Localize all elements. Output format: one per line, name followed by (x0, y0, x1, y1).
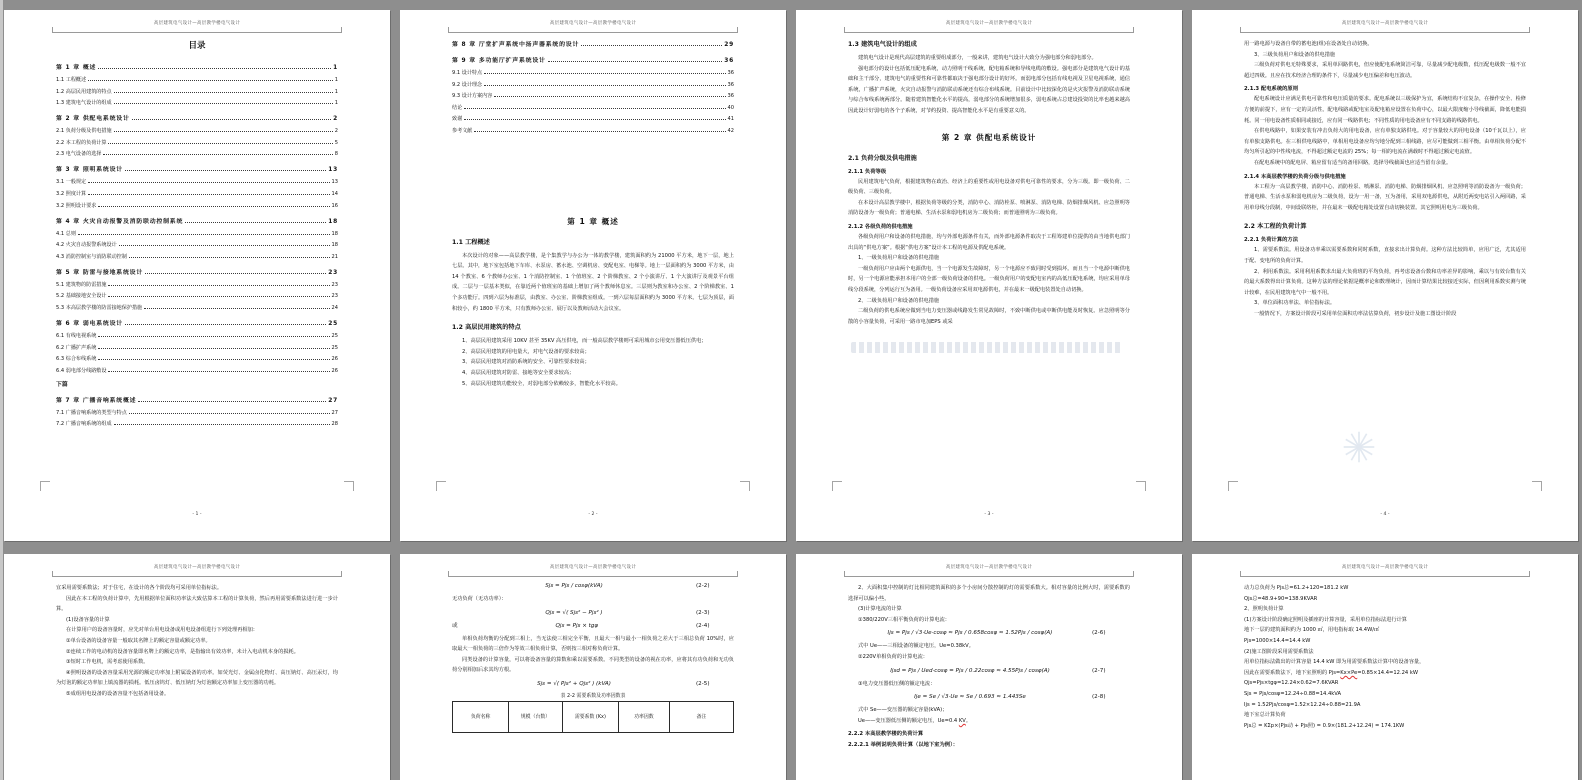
toc-entry[interactable] (452, 39, 734, 48)
toc-entry[interactable] (56, 164, 338, 173)
subsection-heading: 2.1.2 各级负荷的供电措施 (848, 223, 913, 230)
toc-entry-label: 2.2 本工程的负荷计算 (56, 139, 107, 146)
paragraph: ④照明设备的设备容量采用光源的额定功率加上附属设备的功率。如荧光灯、金属卤化物灯、高压钠灯、高压汞灯，均为灯泡的额定功率加上镇流器的损耗。低压卤钨灯、低压钠灯为灯泡额定功率加上变压器的功耗。 (56, 669, 338, 687)
section-heading: 1.3 建筑电气设计的组成 (848, 41, 917, 48)
toc-dot-leader (464, 119, 725, 120)
toc-dot-leader (464, 108, 725, 109)
paragraph: ①380/220V三相平衡负荷的计算电流： (858, 616, 950, 623)
toc-entry-label: 参考文献 (452, 127, 473, 134)
text-boundary-mark (436, 481, 446, 491)
formula-lead-word: 或 (452, 622, 458, 629)
paragraph: 本次设计的对象——高层教学楼，是个集教学与办公为一体的教学楼，建筑面积约为 21000 平方米，地下一层，地上七层。其中，地下室包括地下车库、水泵房、蓄水池、空调机房、变配电室、电梯等。地上一层面积约为 3000 平方米，由 14 个教室、6 个教师办公室、1 个消防控制室、1 个值班室、2 个阶梯教室、2 个小演讲厅、1 个大演讲厅及观景平台组成。二层与一层基本类似，在靠近两个值班室的基础上增加了两个教师休息室。三层则为教室和办公室、2 个阶梯教室、1 个多功能厅。四到六层为标准层，由教室、办公室、阶梯教室组成。一到六层每层面积约为 3000 平方米。七层为顶层，面积较小，约 1800 平方米，只有教师办公室、展厅以及教师活动大会议室。 (452, 252, 734, 312)
header-boundary-rule (844, 27, 1134, 33)
chapter-heading: 第 1 章 概述 (567, 216, 619, 226)
toc-entry-label: 第 2 章 供配电系统设计 (56, 116, 130, 123)
toc-entry[interactable] (56, 190, 338, 197)
toc-dot-leader (98, 359, 329, 360)
paragraph: 在配电系统中的配电屏、箱应留有适当的备用回路，选择导线截面也应适当留有余量。 (1254, 159, 1452, 166)
toc-entry[interactable] (56, 88, 338, 95)
paragraph: 在计算用户的设备容量时，应先对单台用电设备或用电设备组进行下列处理再相加： (66, 627, 258, 634)
toc-entry[interactable] (56, 292, 338, 299)
toc-entry-label: 9.1 设计特点 (452, 70, 483, 76)
toc-entry[interactable] (56, 318, 338, 327)
toc-entry[interactable] (452, 69, 734, 76)
toc-entry[interactable] (56, 127, 338, 134)
paragraph: 因此在需要系数法下，地下室照明的 Pjs=Kx×Pe=0.85×14.4=12.24 kW (1244, 669, 1419, 676)
page-running-header: 高层建筑电气设计—高层教学楼电气设计 (549, 565, 637, 570)
page-body[interactable] (56, 583, 338, 700)
toc-entry-label: 第 8 章 厅堂扩声系统中扬声器系统的设计 (452, 42, 580, 48)
toc-page-number: 2 (333, 116, 338, 123)
spellcheck-squiggle: KV (958, 717, 966, 724)
toc-entry-label: 7.1 广播音响系统的类型与特点 (56, 409, 127, 416)
toc-title: 目录 (188, 41, 206, 51)
formula-body: Qjs = Pjs × tgφ (555, 622, 599, 629)
page-thumbnail[interactable] (796, 10, 1182, 541)
paragraph: 同类设备的计算容量，可以将设备容量的算数和乘以需要系数。不同类型的设备的视在功率，应将其有功负荷和无功负荷分别相加后求其均方根。 (452, 656, 734, 674)
toc-dot-leader (474, 131, 725, 132)
page-thumbnail[interactable] (1192, 554, 1578, 780)
section-heading: 2.2 本工程的负荷计算 (1244, 223, 1307, 231)
paragraph: 单相负荷均衡的分配到三相上，当无法使三相完全平衡，且最大一相与最小一相负荷之差大于三相总负荷 10%时，应取最大一相负荷的三倍作为等效三相负荷计算，否则按三相对称负荷计算。 (452, 635, 734, 653)
toc-entry-label: 6.1 有线电视系统 (56, 332, 97, 339)
paragraph: 用单位指标法做出的计算容量 14.4 kW 即为用需要系数法计算中的设备容量， (1244, 659, 1425, 666)
subsection-heading: 2.2.1 负荷计算的方法 (1244, 237, 1299, 244)
paragraph: 1、需要系数法。用设备功率乘以需要系数和同时系数，直接求出计算负荷。这种方法比较简单，应用广泛，尤其适用于配、变电所的负荷计算。 (1244, 247, 1526, 264)
page-running-header: 高层建筑电气设计—高层教学楼电气设计 (945, 21, 1033, 26)
toc-dot-leader (108, 296, 329, 297)
toc-page-number: 27 (331, 409, 338, 416)
formula (452, 621, 734, 629)
toc-entry[interactable] (56, 150, 338, 157)
paragraph: Ijs = 1.52Pjs/cosφ=1.52×12.24÷0.88=21.9A (1244, 701, 1361, 708)
toc-entry[interactable] (56, 253, 338, 260)
toc-page-number: 36 (727, 81, 734, 88)
toc-page-number: 26 (331, 356, 338, 363)
toc-entry-label: 2.1 负荷分级及供电措施 (56, 128, 112, 135)
toc-entry-label: 1.3 建筑电气设计的组成 (56, 100, 112, 107)
toc-dot-leader (114, 131, 333, 132)
formula (848, 694, 1130, 700)
subsection-heading: 2.1.4 本高层教学楼的负荷分级与供电措施 (1244, 173, 1346, 180)
toc-page-number: 16 (331, 202, 338, 209)
page-body[interactable] (848, 39, 1130, 327)
table-header-row (452, 701, 734, 733)
toc-page-number: 2 (334, 128, 338, 135)
header-boundary-rule (1240, 571, 1530, 577)
subsection-heading: 2.2.2 本高层教学楼的负荷计算 (848, 731, 924, 738)
page-body[interactable] (56, 39, 338, 427)
toc-entry[interactable] (56, 344, 338, 351)
toc-entry[interactable] (56, 281, 338, 288)
subsection-heading: 2.1.3 配电系统的原则 (1244, 86, 1299, 93)
toc-page-number: 23 (331, 281, 338, 288)
text-boundary-mark (344, 481, 354, 491)
header-boundary-rule (52, 27, 342, 33)
text-boundary-mark (40, 481, 50, 491)
toc-page-number: 23 (331, 293, 338, 300)
paragraph: 2、大面积集中控制的灯比相同建筑面积的多个小房间分散控制的灯的需要系数大。相对容量的比例大时，需要系数的选择可以偏小些。 (848, 585, 1130, 602)
paragraph: 1、高层民用建筑采用 10KV 甚至 35KV 高压供电，而一般高层教学楼则可采用城市公用变压器低压供电； (462, 338, 707, 345)
toc-page-number: 21 (331, 253, 338, 260)
paragraph: Pjs=1000×14.4=14.4 kW (1244, 637, 1311, 644)
table-header-cell: 备注 (696, 713, 707, 720)
paragraph: 宜采用需要系数法；对于住宅，在设计的各个阶段均可采用单位指标法。 (56, 585, 223, 591)
paragraph: 用一路电源与设备自带的蓄电池(组)在设备处自动切换。 (1244, 41, 1373, 47)
toc-page-number: 26 (331, 367, 338, 374)
toc-entry-label: 4.2 火灾自动报警系统设计 (56, 242, 117, 249)
page-running-header: 高层建筑电气设计—高层教学楼电气设计 (153, 565, 241, 570)
toc-page-number: 5 (334, 139, 338, 146)
snowflake-watermark (1342, 430, 1376, 464)
page-body[interactable] (1244, 39, 1526, 319)
formula (848, 630, 1130, 636)
toc-entry-label: 第 7 章 广播音响系统概述 (56, 397, 137, 404)
page-running-header: 高层建筑电气设计—高层教学楼电气设计 (549, 21, 637, 26)
toc-entry-label: 5.1 建筑物的防雷措施 (56, 281, 107, 288)
toc-dot-leader (78, 234, 330, 235)
paragraph: 2、二级负荷用户和设备的供电措施 (858, 297, 940, 304)
section-heading: 2.1 负荷分级及供电措施 (848, 154, 917, 162)
toc-entry[interactable] (56, 99, 338, 106)
paragraph: 2、照明负荷计算 (1244, 606, 1284, 613)
toc-dot-leader (185, 222, 326, 223)
table-header-cell: 需要系数 (Kx) (563, 702, 619, 732)
paragraph: 一般情况下，方案设计阶段可采用单位面积功率法估算负荷，初步设计及施工图设计阶段 (1254, 310, 1457, 317)
toc-entry-label: 3.2 照明设计要求 (56, 202, 97, 209)
toc-entry[interactable] (452, 115, 734, 122)
subsection-heading: 2.1.1 负荷等级 (848, 168, 887, 175)
paragraph: 无功负荷（无功功率）： (452, 596, 507, 602)
text-boundary-mark (1136, 481, 1146, 491)
toc-dot-leader (98, 68, 331, 69)
toc-page-number: 36 (724, 58, 734, 64)
formula-body: Ijsd = Pjs / Ued·cosφ = Pjs / 0.22cosφ ≈ 4.55Pjs / cosφ(A) (890, 667, 1050, 674)
paragraph: 2、高层民用建筑的用电量大，对电气设备的要求较高； (462, 348, 590, 355)
toc-entry-label: 9.2 设计理念 (452, 81, 483, 88)
paragraph: 地下一层的建筑面积约为 1000 ㎡，用电指标取 14.4W/㎡ (1244, 627, 1380, 634)
toc-entry[interactable] (56, 420, 338, 427)
toc-entry-label: 致谢 (452, 116, 463, 123)
paragraph: (1)方案设计阶段确定照明及插座的计算容量，采用单位指标法进行计算 (1244, 616, 1407, 623)
page-thumbnail[interactable] (400, 554, 786, 780)
toc-page-number: 41 (727, 116, 734, 123)
paragraph: 一级负荷用户应由两个电源供电，当一个电源发生故障时，另一个电源应不致同时受到损坏。而且当一个电源中断供电时，另一个电源应能承担本用户的全部一级负荷设备的供电。一级负荷用户的变配电室内的高低压配电系统，均应采用单母线分段系统，分列运行互为备用。一级负荷设备应采用双电源供电，并在最末一级配电装置处自动切换。 (848, 265, 1130, 293)
formula-number: (2-3) (696, 609, 710, 616)
paragraph: Qjs总=48.9+90=138.9KVAR (1244, 595, 1318, 602)
toc-dot-leader (125, 170, 326, 171)
page-body[interactable] (1244, 583, 1526, 731)
toc-page-number: 29 (724, 42, 734, 48)
toc-dot-leader (88, 80, 333, 81)
table-header-cell: 负荷名称 (453, 702, 509, 732)
formula-body: Qjs = √( Sjs² − Pjs² ) (545, 609, 603, 616)
toc-entry[interactable] (56, 230, 338, 237)
toc-entry-label: 3.1 一般规定 (56, 179, 87, 186)
toc-page-number: 42 (727, 127, 734, 134)
toc-entry[interactable] (56, 113, 338, 122)
toc-dot-leader (114, 103, 333, 104)
toc-entry-label: 第 1 章 概述 (56, 65, 97, 71)
formula (452, 681, 734, 687)
toc-page-number: 25 (328, 320, 338, 327)
text-boundary-mark (832, 481, 842, 491)
toc-dot-leader (145, 273, 326, 274)
page-running-header: 高层建筑电气设计—高层教学楼电气设计 (945, 565, 1033, 570)
toc-dot-leader (88, 194, 329, 195)
page-thumbnail[interactable] (4, 10, 390, 541)
toc-dot-leader (114, 92, 333, 93)
toc-page-number: 25 (331, 332, 338, 339)
paragraph: 因此在本工程的负荷计算中，先用根据单位面积功率法大致估算本工程的计算负荷，然后再用需要系数法进行进一步计算。 (56, 595, 338, 613)
paragraph: ①单台设备的设备容量一般取其名牌上的额定容量或额定功率。 (66, 637, 211, 644)
formula-body: Ijs = Pjs / √3·Ue·cosφ ≈ Pjs / 0.658cosφ ≈ 1.52Pjs / cosφ(A) (887, 630, 1053, 637)
toc-dot-leader (114, 424, 330, 425)
toc-entry[interactable] (452, 127, 734, 134)
table-header-cell: 功率因数 (619, 702, 670, 732)
paragraph: 动力总负荷为 Pjs总=61.2+120=181.2 kW (1244, 585, 1349, 591)
paragraph: 3、三级负荷用户和设备的供电措施 (1254, 51, 1336, 58)
toc-dot-leader (484, 73, 725, 74)
paragraph: 各级负荷用户和设备的供电措施，均与外部电源条件有关，而外部电源条件取决于工程筹建单位提供的由当地供电部门出具的“供电方案”。根据“供电方案”设计本工程的电源及供配电系统。 (848, 233, 1130, 251)
page-thumbnail[interactable] (400, 10, 786, 541)
toc-dot-leader (108, 285, 329, 286)
formula-body: Sjs = √( Pjs² + Qjs² ) (kVA) (537, 680, 611, 687)
toc-entry-label: 6.2 广播扩声系统 (56, 344, 97, 351)
paragraph: 民用建筑电气负荷，根据建筑物在政治、经济上的重要性或用电设备对供电可靠性的要求，分为三级。即一级负荷、二级负荷、三级负荷。 (848, 178, 1130, 196)
toc-entry-label: 1.2 高层民用建筑的特点 (56, 88, 112, 95)
header-boundary-rule (448, 571, 738, 577)
toc-entry[interactable] (56, 395, 338, 404)
toc-entry-label: 5.3 本高层教学楼的防雷接地保护措施 (56, 304, 143, 311)
formula-number: (2-4) (696, 622, 710, 629)
page-body[interactable] (452, 583, 734, 733)
toc-entry[interactable] (56, 202, 338, 209)
toc-page-number: 1 (333, 65, 338, 71)
toc-dot-leader (98, 206, 329, 207)
toc-page-number: 36 (727, 70, 734, 76)
toc-entry-label: 2.3 电气设备的选择 (56, 151, 102, 158)
toc-dot-leader (494, 96, 725, 97)
formula-number: (2-7) (1092, 667, 1106, 674)
toc-dot-leader (144, 308, 329, 309)
toc-page-number: 13 (331, 179, 338, 186)
page-number-footer: - 3 - (984, 512, 994, 517)
text-boundary-mark (1228, 481, 1238, 491)
page-body[interactable] (452, 39, 734, 389)
header-boundary-rule (52, 571, 342, 577)
toc-page-number: 14 (331, 190, 338, 197)
toc-page-number: 18 (331, 230, 338, 237)
toc-entry[interactable] (452, 92, 734, 99)
toc-entry-label: 第 5 章 防雷与接地系统设计 (56, 269, 144, 276)
paragraph: 地下室总计算负荷 (1244, 712, 1286, 719)
toc-page-number: 1 (334, 77, 338, 83)
formula (452, 583, 734, 589)
spellcheck-squiggle: Kx×Pe (1340, 669, 1358, 676)
table-header-cell: 规模（台数） (509, 702, 563, 732)
formula-number: (2-8) (1092, 694, 1106, 701)
toc-entry[interactable] (56, 267, 338, 276)
paragraph: 3、高层民用建筑对消防系统的安全、可靠性要求较高； (462, 359, 590, 366)
toc-dot-leader (125, 324, 326, 325)
formula (452, 610, 734, 616)
toc-dot-leader (581, 45, 722, 46)
pane-separator (0, 0, 3, 780)
toc-entry-label: 第 9 章 多功能厅扩声系统设计 (452, 58, 546, 64)
formula-number: (2-6) (1092, 630, 1106, 637)
toc-entry[interactable] (452, 81, 734, 88)
toc-entry-label: 9.3 设计方案内容 (452, 93, 493, 100)
toc-entry[interactable] (56, 409, 338, 416)
toc-entry-label: 3.2 照度计算 (56, 190, 87, 197)
paragraph: 式中 Ue——三相设备的额定电压，Ue=0.38kV。 (858, 643, 974, 650)
paragraph: 在本设计高层教学楼中，根据负荷等级的分类，消防中心、消防栓泵、喷淋泵、消防电梯、防烟排烟风机、应急照明等消防设备为一级负荷；普通电梯、生活水泵和弱电机房为二级负荷；而普通照明为三级负荷。 (848, 199, 1130, 217)
paragraph: ③电力变压器低压侧的额定电流： (858, 680, 936, 687)
paragraph: 强电部分的设计包括低压配电系统，动力照明干线系统，配电箱系统和导线电缆的敷设。强电部分是建筑电气设计的基础和主干部分，建筑电气的重要性和可靠性都取决于强电部分设计的好坏。而弱电部分包括有线电视及卫星电视系统，通信系统，广播扩声系统，火灾自动报警与消防联动系统还有综合布线系统。目前设计中比较深化的是火灾报警及消防联动系统与综合布线系统两部分。随着建筑智能化水平的提高，弱电部分的系统增加很多，弱电系统占总建设投资的比率也越来越高 因此设计好弱电的各个子系统，对节约投资、提高智能化水平是有重要意义的。 (848, 65, 1130, 114)
paragraph: 三级负荷对供电无特殊要求，采用单回路供电，但应使配电系统简洁可靠，尽量减少配电级数，低压配电级数一般不宜超过四级。且应在技术经济合理的条件下，尽量减少电压偏差和电压波动。 (1244, 62, 1526, 79)
chapter-heading: 第 2 章 供配电系统设计 (941, 132, 1037, 142)
toc-entry-label: 1.1 工程概述 (56, 77, 87, 83)
page-thumbnail[interactable] (796, 554, 1182, 780)
formula (848, 668, 1130, 674)
paragraph: 在供电线路中，如果安装有冲击负荷大的用电设备，应有单独支路供电。对于容量较大的用电设备（10千瓦以上），应有单独支路供电。在三相供电线路中，单相用电设备应均匀地分配到三相线路，应尽可能做到三相平衡。由单相负荷分配不均匀所引起的中性线电流，不得超过额定电流的 25%；每一相的电流在满载时不得超过额定电流值。 (1244, 128, 1526, 156)
paragraph: 配电系统设计应满足供电可靠性和电压质量的要求。配电系统以三级保护为宜，系统结构不宜复杂，在操作安全、检修方便的前提下，应有一定的灵活性。配电线路或配电室及配电箱应设置在负荷中心，以最大限度缩小导线截面，降低电能损耗。同一用电设备性质相同或接近，应有同一线路供电；不同性质的用电设备应有不同支路的线路供电。 (1244, 96, 1526, 124)
toc-entry[interactable] (452, 55, 734, 64)
subsection-heading: 2.2.2.1 举例说明负荷计算（以地下室为例）： (848, 742, 959, 749)
toc-page-number: 28 (331, 421, 338, 428)
toc-entry[interactable] (56, 367, 338, 374)
paragraph: (1)设备容量的计算 (66, 616, 110, 623)
toc-dot-leader (129, 257, 330, 258)
page-body[interactable] (848, 583, 1130, 748)
page-number-footer: - 4 - (1380, 512, 1390, 517)
watermark (851, 342, 1123, 353)
toc-entry-label: 4.1 总则 (56, 230, 76, 237)
paragraph: 4、高层民用建筑对防雷、接地等安全要求较高； (462, 369, 575, 376)
header-boundary-rule (844, 571, 1134, 577)
formula-body: Sjs = Pjs / cosφ(kVA) (545, 583, 603, 589)
text-boundary-mark (740, 481, 750, 491)
toc-entry-label: 4.3 消防控制室与消防联动控制 (56, 253, 127, 260)
toc-entry-label: 第 4 章 火灾自动报警及消防联动控制系统 (56, 218, 184, 225)
section-heading: 1.1 工程概述 (452, 238, 490, 246)
paragraph: Sjs = Pjs/cosφ=12.24÷0.88=14.4kVA (1244, 690, 1342, 697)
paragraph: 二级负荷的供电系统应做到当电力变压器或线路发生常见故障时，不致中断供电或中断供电能及时恢复。应急照明等分散的小容量负荷，可采用一路市电加EPS 或采 (848, 308, 1130, 325)
formula-body: Ije = Se / √3·Ue ≈ Se / 0.693 ≈ 1.443Se (914, 694, 1026, 701)
toc-entry[interactable] (56, 178, 338, 185)
paragraph: ⑤成组用电设备的设备容量不包括备用设备。 (66, 690, 170, 697)
table-caption: 表 2-2 需要系数及功率因数表 (560, 692, 626, 699)
toc-entry[interactable] (56, 241, 338, 248)
toc-page-number: 18 (331, 242, 338, 249)
page-running-header: 高层建筑电气设计—高层教学楼电气设计 (1341, 21, 1429, 26)
toc-dot-leader (129, 413, 330, 414)
toc-part-label: 下篇 (56, 381, 68, 388)
paragraph: ③短时工作电机，需考虑使用系数。 (66, 659, 149, 666)
vertical-spacer (452, 139, 734, 201)
toc-entry-label: 第 3 章 照明系统设计 (56, 167, 123, 174)
page-number-footer: - 1 - (192, 512, 202, 517)
toc-dot-leader (103, 154, 332, 155)
paragraph: (3)计算电流的计算 (858, 606, 902, 613)
toc-page-number: 24 (331, 304, 338, 311)
page-running-header: 高层建筑电气设计—高层教学楼电气设计 (1341, 565, 1429, 570)
header-boundary-rule (1240, 27, 1530, 33)
page-number-footer: - 2 - (588, 512, 598, 517)
paragraph: ②连续工作的电动机的设备容量即名牌上的额定功率，是指输出有效功率，未计入电动机本身的损耗。 (66, 648, 299, 655)
toc-entry[interactable] (56, 76, 338, 83)
paragraph: 建筑电气设计是现代高层建筑的重要组成部分，一般来讲，建筑电气设计大致分为强电部分和弱电部分。 (858, 55, 1097, 61)
toc-page-number: 1 (334, 100, 338, 107)
toc-dot-leader (548, 61, 722, 62)
toc-dot-leader (138, 401, 326, 402)
paragraph: Qjs=Pjs×tgφ=12.24×0.62=7.6KVAR (1244, 680, 1339, 687)
toc-entry-label: 7.2 广播音响系统的组成 (56, 421, 112, 428)
header-boundary-rule (448, 27, 738, 33)
paragraph: 2、利用系数法。采用利用系数求出最大负荷班的平均负荷，再考虑设备台数和功率差异的影响，乘以与有效台数有关的最大系数得出计算负荷。这种方法的理论依据是概率论和数理统计，因而计算结果比较接近实际，但因利用系数实测与统计较难，在民用建筑电气中一般不用。 (1244, 268, 1526, 296)
toc-entry[interactable] (56, 62, 338, 71)
toc-entry[interactable] (56, 139, 338, 146)
paragraph: (2)施工图阶段采用需要系数法 (1244, 648, 1314, 655)
toc-dot-leader (108, 371, 329, 372)
toc-page-number: 36 (727, 93, 734, 100)
paragraph: 1、一级负荷用户和设备的供电措施 (858, 255, 940, 262)
toc-entry[interactable] (56, 216, 338, 225)
toc-page-number: 1 (334, 88, 338, 95)
toc-entry-label: 结论 (452, 104, 463, 111)
toc-dot-leader (484, 85, 725, 86)
toc-entry-label: 6.4 弱电部分线路敷设 (56, 367, 107, 374)
toc-entry[interactable] (56, 304, 338, 311)
toc-dot-leader (132, 119, 331, 120)
text-boundary-mark (1532, 481, 1542, 491)
toc-page-number: 13 (328, 167, 338, 174)
toc-entry-label: 6.3 综合布线系统 (56, 356, 97, 363)
toc-entry[interactable] (56, 355, 338, 362)
toc-page-number: 40 (727, 104, 734, 111)
formula-number: (2-5) (696, 680, 710, 687)
toc-page-number: 23 (328, 269, 338, 276)
toc-dot-leader (108, 143, 332, 144)
page-thumbnail[interactable] (4, 554, 390, 780)
paragraph: 5、高层民用建筑功能较全，对弱电部分依赖较多，智能化水平较高。 (462, 380, 621, 387)
page-running-header: 高层建筑电气设计—高层教学楼电气设计 (153, 21, 241, 26)
toc-entry[interactable] (452, 104, 734, 111)
toc-entry-label: 第 6 章 弱电系统设计 (56, 320, 123, 327)
paragraph: Pjs总 = KΣp×(Pjs动 + Pjs照) = 0.9×(181.2+12.24) = 174.1KW (1244, 722, 1405, 729)
paragraph: 3、单位面积功率法、单位指标法。 (1254, 300, 1336, 307)
toc-page-number: 27 (328, 397, 338, 404)
formula-number: (2-2) (696, 583, 710, 589)
toc-dot-leader (98, 336, 329, 337)
toc-entry[interactable] (56, 332, 338, 339)
toc-dot-leader (119, 245, 330, 246)
paragraph: 本工程为一高层教学楼，消防中心、消防栓泵、喷淋泵、消防电梯、防烟排烟风机、应急照明等消防设备为一级负荷；普通电梯、生活水泵和弱电机房为二级负荷，设为一用一备，互为备用，采用双电源供电，从附近两变电站引入两回路，采用单母线分段制，中间设联络柜，并在最末一级配电箱处设置自动切换装置。其它照明用电为三级负荷。 (1244, 183, 1526, 211)
paragraph: ②220V单相负荷的计算电流： (858, 653, 928, 660)
toc-dot-leader (88, 182, 329, 183)
toc-page-number: 8 (334, 151, 338, 158)
toc-page-number: 25 (331, 344, 338, 351)
toc-entry-label: 5.2 基础接地安全设计 (56, 293, 107, 300)
section-heading: 1.2 高层民用建筑的特点 (452, 324, 521, 332)
paragraph: 式中 Se——变压器的额定容量(kVA)； (858, 707, 948, 714)
toc-dot-leader (98, 348, 329, 349)
toc-page-number: 18 (328, 218, 338, 225)
page-thumbnail[interactable] (1192, 10, 1578, 541)
paragraph: Ue——变压器低压侧的额定电压，Ue=0.4 KV。 (858, 717, 972, 724)
